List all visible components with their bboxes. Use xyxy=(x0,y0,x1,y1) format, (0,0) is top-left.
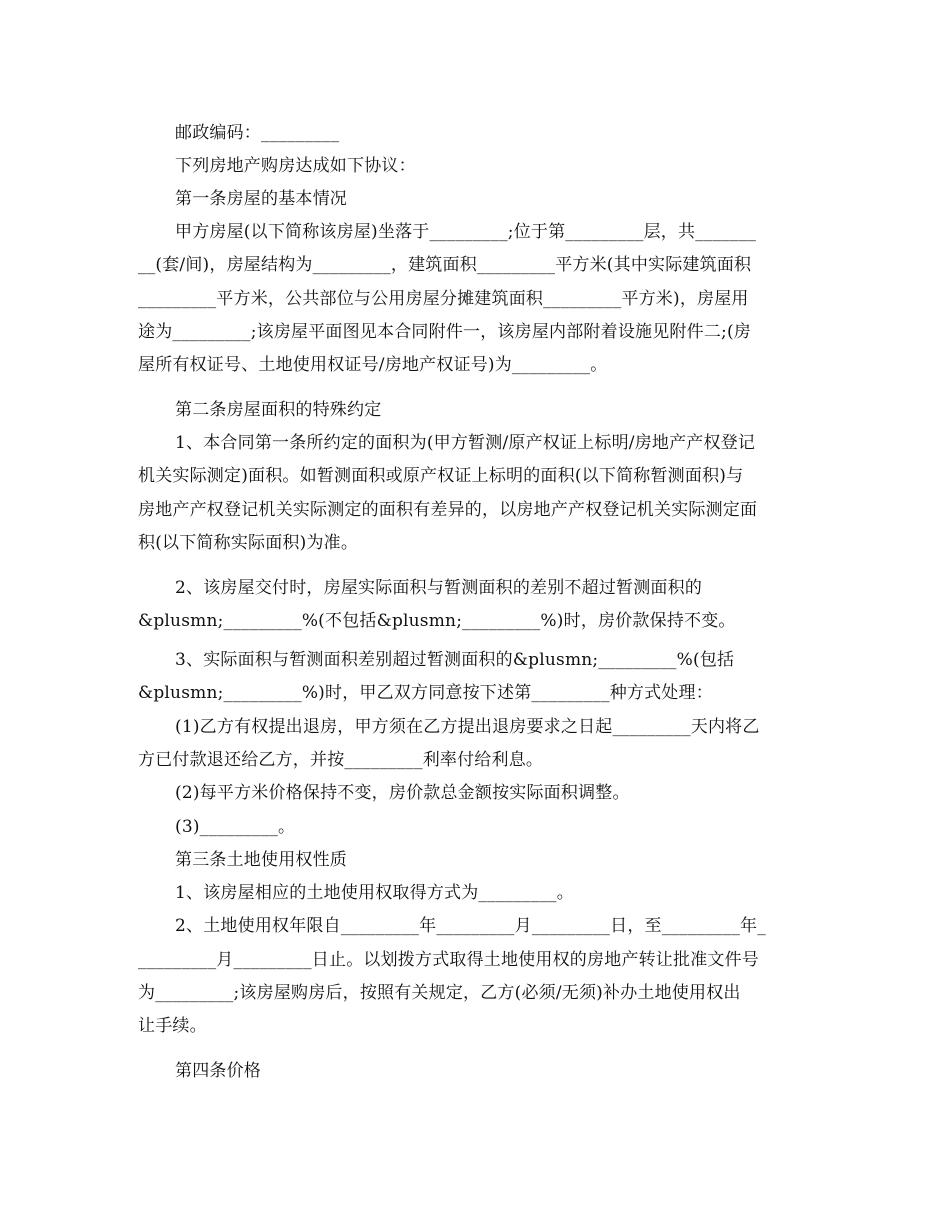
article-4-heading: 第四条价格 xyxy=(175,1061,261,1081)
article-2-clause-1-line-1: 1、本合同第一条所约定的面积为(甲方暂测/原产权证上标明/房地产产权登记 xyxy=(175,433,756,453)
article-1-line-2: __(套/间)，房屋结构为_________，建筑面积_________平方米(其中实际建筑面积 xyxy=(138,255,752,275)
article-3-clause-2-line-1: 2、土地使用权年限自_________年_________月_________日，至_________年_ xyxy=(175,916,766,936)
article-3-clause-2-line-4: 让手续。 xyxy=(138,1016,207,1036)
agreement-intro: 下列房地产购房达成如下协议： xyxy=(175,156,416,176)
article-2-clause-3-line-2: &plusmn;_________%)时，甲乙双方同意按下述第_________种方式处理： xyxy=(138,683,713,703)
option-2: (2)每平方米价格保持不变，房价款总金额按实际面积调整。 xyxy=(175,783,630,803)
article-3-clause-2-line-3: 为_________;该房屋购房后，按照有关规定，乙方(必须/无须)补办土地使用权出 xyxy=(138,983,741,1003)
article-1-line-3: _________平方米，公共部位与公用房屋分摊建筑面积_________平方米)，房屋用 xyxy=(138,289,749,309)
option-3: (3)_________。 xyxy=(175,817,296,837)
option-1-line-2: 方已付款退还给乙方，并按_________利率付给利息。 xyxy=(138,750,544,770)
article-2-clause-3-line-1: 3、实际面积与暂测面积差别超过暂测面积的&plusmn;_________%(包括 xyxy=(175,650,735,670)
article-1-line-4: 途为_________;该房屋平面图见本合同附件一，该房屋内部附着设施见附件二;(房 xyxy=(138,322,751,342)
article-2-clause-2-line-1: 2、该房屋交付时，房屋实际面积与暂测面积的差别不超过暂测面积的 xyxy=(175,578,703,598)
article-2-clause-1-line-2: 机关实际测定)面积。如暂测面积或原产权证上标明的面积(以下简称暂测面积)与 xyxy=(138,466,744,486)
article-2-heading: 第二条房屋面积的特殊约定 xyxy=(175,400,382,420)
article-2-clause-2-line-2: &plusmn;_________%(不包括&plusmn;_________%)时，房价款保持不变。 xyxy=(138,611,736,631)
article-3-heading: 第三条土地使用权性质 xyxy=(175,850,347,870)
article-1-heading: 第一条房屋的基本情况 xyxy=(175,189,347,209)
postal-code-line: 邮政编码：_________ xyxy=(175,123,340,143)
article-3-clause-1: 1、该房屋相应的土地使用权取得方式为_________。 xyxy=(175,883,574,903)
article-1-line-5: 屋所有权证号、土地使用权证号/房地产权证号)为_________。 xyxy=(138,355,608,375)
article-3-clause-2-line-2: _________月_________日止。以划拨方式取得土地使用权的房地产转让批准文件号 xyxy=(138,950,759,970)
article-1-line-1: 甲方房屋(以下简称该房屋)坐落于_________;位于第_________层，共_______ xyxy=(175,222,757,242)
option-1-line-1: (1)乙方有权提出退房，甲方须在乙方提出退房要求之日起_________天内将乙 xyxy=(175,717,760,737)
article-2-clause-1-line-4: 积(以下简称实际面积)为准。 xyxy=(138,533,359,553)
article-2-clause-1-line-3: 房地产产权登记机关实际测定的面积有差异的，以房地产产权登记机关实际测定面 xyxy=(138,500,758,520)
